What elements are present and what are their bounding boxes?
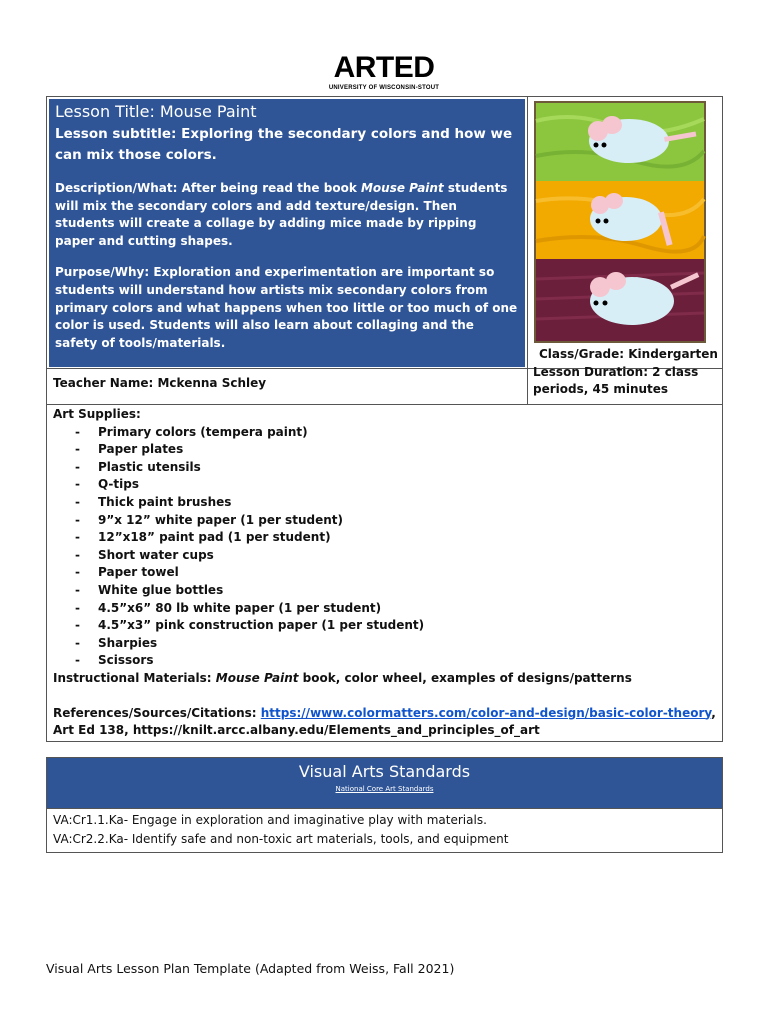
column-divider: [527, 97, 528, 404]
lesson-title: Lesson Title: Mouse Paint: [55, 102, 257, 121]
supply-item: - Short water cups: [53, 547, 718, 565]
supply-item: - White glue bottles: [53, 582, 718, 600]
supply-item: - 4.5”x3” pink construction paper (1 per student): [53, 617, 718, 635]
description-prefix: Description/What: After being read the book: [55, 181, 361, 195]
instructional-book-title: Mouse Paint: [215, 670, 299, 685]
class-grade: Class/Grade: Kindergarten: [539, 347, 718, 361]
supply-item: - 12”x18” paint pad (1 per student): [53, 529, 718, 547]
supply-item: - 4.5”x6” 80 lb white paper (1 per student): [53, 600, 718, 618]
lesson-duration: Lesson Duration: 2 class periods, 45 minutes: [533, 364, 699, 397]
standard-item: VA:Cr2.2.Ka- Identify safe and non-toxic art materials, tools, and equipment: [53, 831, 509, 846]
standard-item: VA:Cr1.1.Ka- Engage in exploration and imaginative play with materials.: [53, 813, 487, 827]
description-text: students will mix the secondary colors and add texture/design. Then students will create a collage by adding mice made by ripping paper and cutting shapes.: [55, 181, 508, 248]
supply-item: - Paper plates: [53, 441, 718, 459]
supplies-list: [53, 424, 718, 670]
instructional-materials: [53, 670, 718, 688]
supply-item: - Sharpies: [53, 635, 718, 653]
page-footer: Visual Arts Lesson Plan Template (Adapted from Weiss, Fall 2021): [46, 961, 455, 976]
lesson-purpose: Purpose/Why: Exploration and experimentation are important so students will understand how artists mix secondary colors from primary colors and what happens when too little or too much of one color is used. Students will also learn about collaging and the safety of tools/materials.: [55, 265, 518, 350]
standards-header: [47, 758, 722, 809]
standards-list: [53, 811, 509, 848]
arted-logo: [0, 52, 768, 91]
standards-subtitle-link[interactable]: National Core Art Standards: [335, 785, 434, 793]
lesson-summary-panel: [49, 99, 525, 367]
references-prefix: References/Sources/Citations:: [53, 705, 261, 720]
supply-item: - Primary colors (tempera paint): [53, 424, 718, 442]
supply-item: - Scissors: [53, 652, 718, 670]
standards-title: Visual Arts Standards: [298, 762, 471, 781]
supply-item: - Plastic utensils: [53, 459, 718, 477]
supplies-section: [53, 406, 718, 740]
instructional-prefix: Instructional Materials:: [53, 670, 216, 685]
supply-item: - 9”x 12” white paper (1 per student): [53, 512, 718, 530]
lesson-description: [55, 180, 519, 250]
supply-item: - Paper towel: [53, 564, 718, 582]
supply-item: - Thick paint brushes: [53, 494, 718, 512]
standards-table: [46, 757, 723, 853]
lesson-subtitle: Lesson subtitle: Exploring the secondary colors and how we can mix those colors.: [55, 126, 513, 163]
description-book-title: Mouse Paint: [360, 181, 444, 195]
colormatters-link[interactable]: https://www.colormatters.com/color-and-design/basic-color-theory: [260, 705, 712, 720]
class-info: [533, 346, 721, 399]
lesson-info-table: [46, 96, 723, 742]
logo-mark: ARTED: [333, 51, 435, 84]
teacher-name: Teacher Name: Mckenna Schley: [53, 376, 267, 390]
logo-university: UNIVERSITY OF WISCONSIN-STOUT: [328, 85, 440, 91]
artwork-photo: [534, 101, 706, 343]
references: [53, 705, 718, 740]
instructional-text: book, color wheel, examples of designs/patterns: [298, 670, 632, 685]
supply-item: - Q-tips: [53, 476, 718, 494]
row-divider: [47, 404, 722, 405]
references-text: , Art Ed 138, https://knilt.arcc.albany.edu/Elements_and_principles_of_art: [53, 705, 716, 738]
supplies-heading: Art Supplies:: [53, 407, 141, 421]
